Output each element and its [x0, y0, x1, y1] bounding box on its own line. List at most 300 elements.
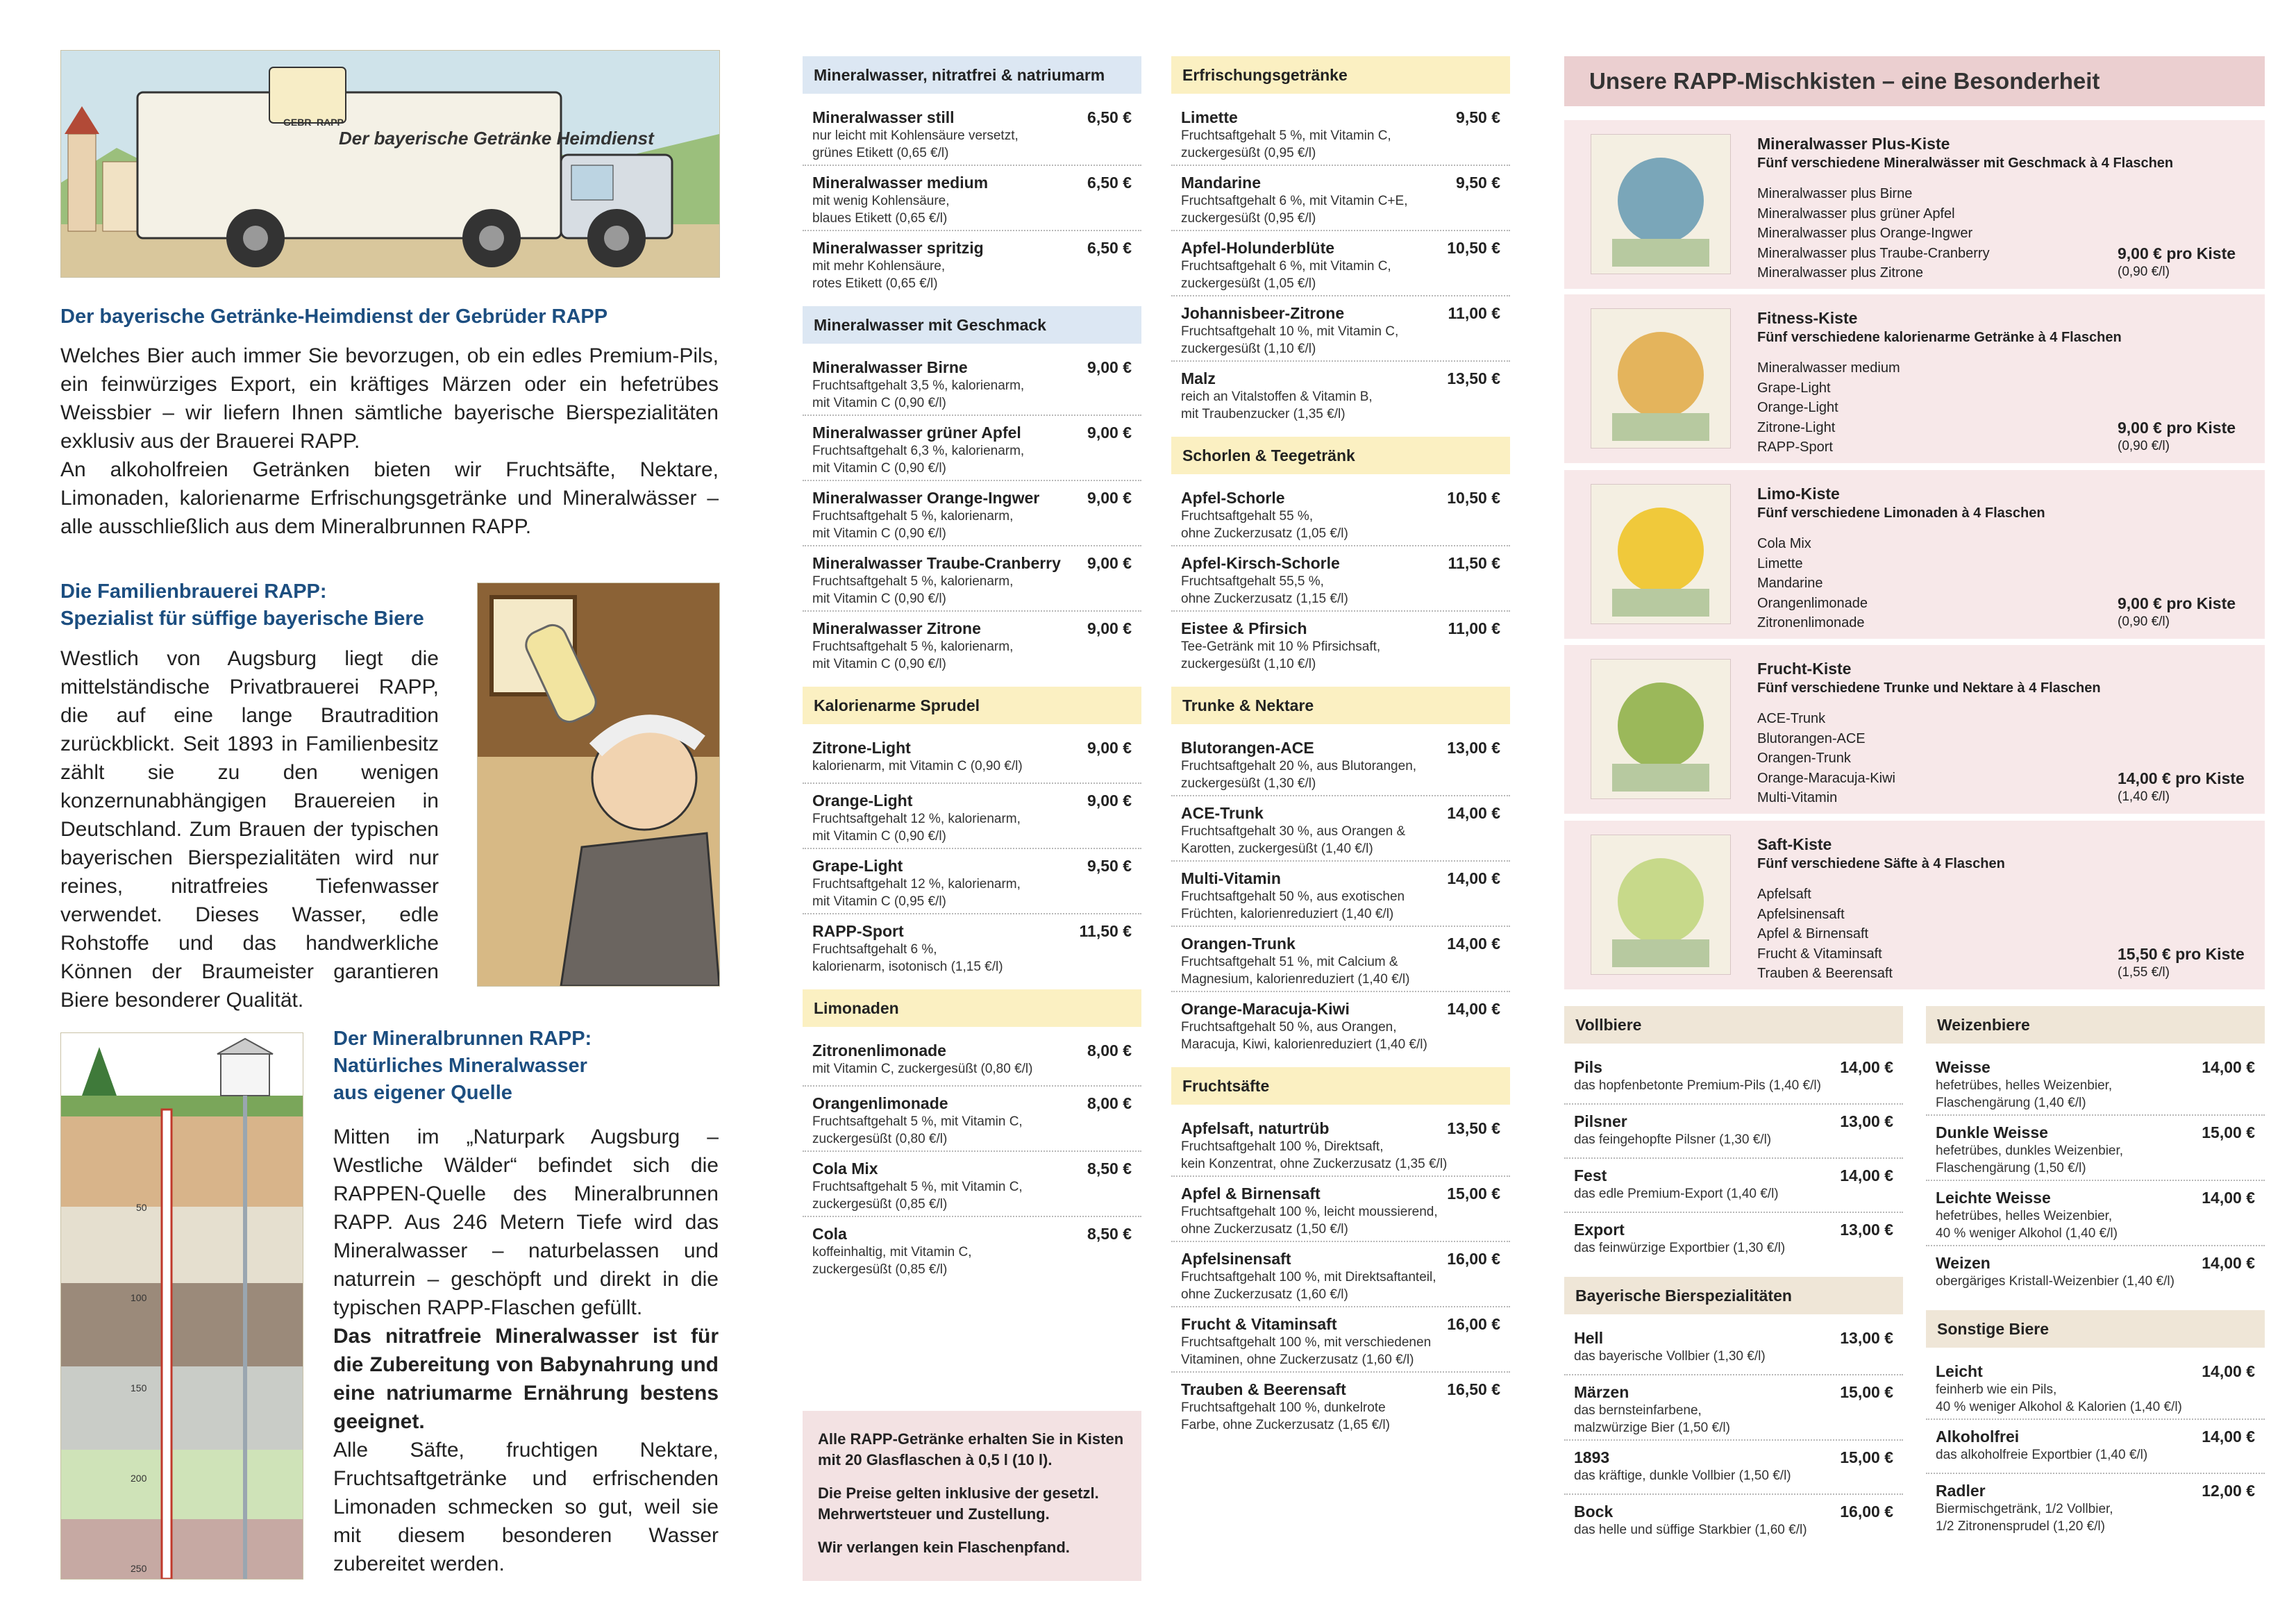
- menu-item-rapp-sport: [803, 914, 1141, 980]
- item-description-2: zuckergesüßt (1,30 €/l): [1181, 776, 1316, 791]
- mix-box-title: Fitness-Kiste: [1757, 309, 1858, 327]
- item-description-1: hefetrübes, helles Weizenbier,: [1936, 1078, 2113, 1093]
- item-description-1: Fruchtsaftgehalt 6,3 %, kalorienarm,: [812, 444, 1025, 458]
- item-name: Trauben & Beerensaft: [1181, 1380, 1346, 1398]
- item-description-1: das feingehopfte Pilsner (1,30 €/l): [1574, 1132, 1772, 1147]
- item-description-1: Fruchtsaftgehalt 5 %, kalorienarm,: [812, 639, 1014, 654]
- mix-box-illustration: [1591, 835, 1731, 975]
- item-price: 14,00 €: [2202, 1362, 2255, 1380]
- item-price: 10,50 €: [1447, 489, 1500, 507]
- intro-paragraph-2: An alkoholfreien Getränken bieten wir Fruchtsäfte, Nektare, Limonaden, kalorienarme Erfrischungsgetränke und Mineralwässer – alle ausschließlich aus dem Mineralbrunnen RAPP.: [60, 458, 719, 538]
- truck-illustration: [60, 50, 720, 278]
- section-heading: Limonaden: [803, 989, 1141, 1027]
- item-name: Orangen-Trunk: [1181, 935, 1296, 953]
- note-line-1: Alle RAPP-Getränke erhalten Sie in Kisten mit 20 Glasflaschen à 0,5 l (10 l).: [818, 1430, 1124, 1468]
- item-description-1: das hopfenbetonte Premium-Pils (1,40 €/l): [1574, 1078, 1821, 1093]
- item-price: 13,50 €: [1447, 369, 1500, 387]
- item-description-2: Magnesium, kalorienreduziert (1,40 €/l): [1181, 972, 1410, 987]
- item-price: 14,00 €: [1840, 1058, 1893, 1076]
- menu-item-mineralwasser-birne: [803, 351, 1141, 416]
- mix-box-title: Saft-Kiste: [1757, 835, 1832, 853]
- item-price: 11,00 €: [1448, 304, 1500, 322]
- section-bayerische-bierspezialitaten: [1564, 1277, 1903, 1549]
- mix-line: Trauben & Beerensaft: [1757, 966, 1893, 981]
- menu-item-bock: [1564, 1495, 1903, 1549]
- item-description-2: mit Vitamin C (0,90 €/l): [812, 657, 946, 671]
- menu-item-mineralwasser-orange-ingwer: [803, 481, 1141, 546]
- section-mineralwasser-mit-geschmack: [803, 306, 1141, 677]
- menu-item-fest: [1564, 1159, 1903, 1213]
- menu-item-grape-light: [803, 849, 1141, 914]
- note-line-3: Wir verlangen kein Flaschenpfand.: [818, 1539, 1070, 1556]
- menu-item-radler: [1926, 1474, 2265, 1539]
- item-description-1: Fruchtsaftgehalt 5 %, mit Vitamin C,: [812, 1114, 1023, 1129]
- section-schorlen-teegetrank: [1171, 437, 1510, 677]
- item-description-1: Fruchtsaftgehalt 55 %,: [1181, 509, 1314, 524]
- mix-box-contents: [1757, 709, 1895, 808]
- item-price: 15,00 €: [1840, 1383, 1893, 1401]
- item-description-1: das helle und süffige Starkbier (1,60 €/l): [1574, 1523, 1807, 1537]
- mix-box-price-per-liter: (1,40 €/l): [2118, 789, 2170, 804]
- item-description-1: Fruchtsaftgehalt 100 %, mit Direktsaftanteil,: [1181, 1270, 1436, 1284]
- item-description-2: ohne Zuckerzusatz (1,50 €/l): [1181, 1222, 1348, 1237]
- mineral-paragraph-1: Mitten im „Naturpark Augsburg – Westliche Wälder“ befindet sich die RAPPEN-Quelle des Mineralbrunnen RAPP. Aus 246 Metern Tiefe wird das Mineralwasser – naturbelassen und naturrein – geschöpft und direkt in die typischen RAPP-Flaschen gefüllt.: [333, 1125, 719, 1319]
- mix-box-frucht-kiste: [1564, 645, 2265, 814]
- item-description-1: mit Vitamin C, zuckergesüßt (0,80 €/l): [812, 1062, 1033, 1076]
- note-line-2: Die Preise gelten inklusive der gesetzl. Mehrwertsteuer und Zustellung.: [818, 1484, 1099, 1523]
- item-description-1: das feinwürzige Exportbier (1,30 €/l): [1574, 1241, 1786, 1255]
- mix-line: Apfelsaft: [1757, 887, 1811, 902]
- menu-item-trauben-beerensaft: [1171, 1373, 1510, 1438]
- menu-item-mineralwasser-still: [803, 101, 1141, 166]
- item-description-1: Fruchtsaftgehalt 10 %, mit Vitamin C,: [1181, 324, 1399, 339]
- section-mineralwasser-nitratfrei-natriumarm: [803, 56, 1141, 296]
- item-price: 13,00 €: [1447, 739, 1500, 757]
- item-description-1: Fruchtsaftgehalt 6 %,: [812, 942, 937, 957]
- mix-line: Blutorangen-ACE: [1757, 730, 1866, 746]
- section-erfrischungsgetranke: [1171, 56, 1510, 427]
- item-name: Mineralwasser still: [812, 108, 955, 126]
- item-name: Weizen: [1936, 1254, 1991, 1272]
- item-description-1: mit mehr Kohlensäure,: [812, 259, 946, 274]
- mix-box-illustration: [1591, 308, 1731, 449]
- item-name: Mineralwasser spritzig: [812, 239, 984, 257]
- mix-box-subtitle: Fünf verschiedene Trunke und Nektare à 4 Flaschen: [1757, 680, 2101, 696]
- item-description-2: Flaschengärung (1,50 €/l): [1936, 1161, 2086, 1175]
- item-description-2: zuckergesüßt (0,95 €/l): [1181, 146, 1316, 160]
- item-description-2: rotes Etikett (0,65 €/l): [812, 276, 938, 291]
- item-description-1: das bayerische Vollbier (1,30 €/l): [1574, 1349, 1766, 1364]
- mix-box-contents: [1757, 534, 1868, 633]
- item-description-1: reich an Vitalstoffen & Vitamin B,: [1181, 390, 1373, 404]
- item-description-2: Karotten, zuckergesüßt (1,40 €/l): [1181, 842, 1373, 856]
- menu-item-johannisbeer-zitrone: [1171, 296, 1510, 362]
- menu-item-orange-light: [803, 784, 1141, 849]
- item-description-2: zuckergesüßt (0,95 €/l): [1181, 211, 1316, 226]
- item-name: Hell: [1574, 1329, 1604, 1347]
- item-name: Export: [1574, 1221, 1625, 1239]
- section-heading: Vollbiere: [1564, 1006, 1903, 1044]
- intro-paragraph-1: Welches Bier auch immer Sie bevorzugen, ob ein edles Premium-Pils, ein feinwürziges Export, ein kräftiges Märzen oder ein hefetrübes Weissbier – wir liefern Ihnen sämtliche bayerische Bierspezialitäten exklusiv aus der Brauerei RAPP.: [60, 344, 719, 453]
- delivery-note: [803, 1411, 1141, 1581]
- item-price: 9,00 €: [1087, 358, 1132, 376]
- item-name: Mineralwasser grüner Apfel: [812, 424, 1021, 442]
- item-description-2: mit Vitamin C (0,95 €/l): [812, 894, 946, 909]
- item-price: 14,00 €: [2202, 1428, 2255, 1446]
- item-description-2: Flaschengärung (1,40 €/l): [1936, 1096, 2086, 1110]
- menu-column-drinks-juices: [1171, 56, 1510, 1448]
- depth-label-100: 100: [131, 1292, 147, 1303]
- depth-label-150: 150: [131, 1382, 147, 1393]
- mix-box-subtitle: Fünf verschiedene Mineralwässer mit Geschmack à 4 Flaschen: [1757, 156, 2174, 171]
- item-name: Apfelsaft, naturtrüb: [1181, 1119, 1330, 1137]
- menu-item-zitronenlimonade: [803, 1034, 1141, 1087]
- item-price: 16,50 €: [1447, 1380, 1500, 1398]
- item-name: Bock: [1574, 1502, 1614, 1521]
- item-name: Zitronenlimonade: [812, 1041, 946, 1060]
- mix-line: Mineralwasser plus Traube-Cranberry: [1757, 245, 1990, 261]
- item-price: 13,00 €: [1840, 1329, 1893, 1347]
- mix-line: ACE-Trunk: [1757, 711, 1826, 726]
- mix-line: Multi-Vitamin: [1757, 790, 1838, 805]
- item-price: 13,00 €: [1840, 1221, 1893, 1239]
- item-name: Mineralwasser Zitrone: [812, 619, 981, 637]
- item-description-1: Fruchtsaftgehalt 51 %, mit Calcium &: [1181, 955, 1398, 969]
- item-name: Limette: [1181, 108, 1238, 126]
- item-description-1: Fruchtsaftgehalt 100 %, mit verschiedenen: [1181, 1335, 1432, 1350]
- section-heading: Bayerische Bierspezialitäten: [1564, 1277, 1903, 1314]
- menu-item-weisse: [1926, 1050, 2265, 1116]
- menu-item-leichte-weisse: [1926, 1181, 2265, 1246]
- item-description-2: 40 % weniger Alkohol & Kalorien (1,40 €/l): [1936, 1400, 2182, 1414]
- mix-line: Mineralwasser medium: [1757, 360, 1900, 376]
- mix-box-illustration: [1591, 659, 1731, 799]
- item-name: Multi-Vitamin: [1181, 869, 1281, 887]
- truck-sign-text: Der bayerische Getränke Heimdienst: [339, 128, 654, 149]
- section-heading: Mineralwasser mit Geschmack: [803, 306, 1141, 344]
- item-price: 14,00 €: [1447, 804, 1500, 822]
- mix-box-mineralwasser-plus-kiste: [1564, 120, 2265, 289]
- item-name: Grape-Light: [812, 857, 903, 875]
- item-name: Malz: [1181, 369, 1216, 387]
- item-description-1: Fruchtsaftgehalt 55,5 %,: [1181, 574, 1324, 589]
- family-paragraph: Westlich von Augsburg liegt die mittelständische Privatbrauerei RAPP, die auf eine lange Brautradition zurückblickt. Seit 1893 in Familienbesitz zählt sie zu den wenigen konzernunabhängigen Brauereien in Deutschland. Zum Brauen der typischen bayerischen Bierspezialitäten wird nur reines, nitratfreies Tiefenwasser verwendet. Dieses Wasser, edle Rohstoffe und das handwerkliche Können der Braumeister garantieren Biere besonderer Qualität.: [60, 647, 439, 1012]
- menu-item-multi-vitamin: [1171, 862, 1510, 927]
- item-description-1: Fruchtsaftgehalt 20 %, aus Blutorangen,: [1181, 759, 1417, 773]
- menu-item-cola: [803, 1217, 1141, 1282]
- menu-item-apfel-schorle: [1171, 481, 1510, 546]
- item-name: Mineralwasser medium: [812, 174, 989, 192]
- item-price: 6,50 €: [1087, 239, 1132, 257]
- menu-item-ace-trunk: [1171, 796, 1510, 862]
- menu-item-apfel-kirsch-schorle: [1171, 546, 1510, 612]
- item-description-2: ohne Zuckerzusatz (1,60 €/l): [1181, 1287, 1348, 1302]
- item-price: 13,50 €: [1447, 1119, 1500, 1137]
- mix-line: Apfelsinensaft: [1757, 906, 1845, 922]
- item-price: 9,00 €: [1087, 424, 1132, 442]
- menu-item-export: [1564, 1213, 1903, 1267]
- menu-item-mineralwasser-zitrone: [803, 612, 1141, 677]
- menu-item-leicht: [1926, 1355, 2265, 1420]
- menu-item-orangen-trunk: [1171, 927, 1510, 992]
- item-description-1: Fruchtsaftgehalt 100 %, leicht moussierend,: [1181, 1205, 1438, 1219]
- mix-box-contents: [1757, 358, 1900, 458]
- intro-heading: Der bayerische Getränke-Heimdienst der Gebrüder RAPP: [60, 305, 608, 328]
- item-description-2: 1/2 Zitronensprudel (1,20 €/l): [1936, 1519, 2105, 1534]
- menu-item-apfel-birnensaft: [1171, 1177, 1510, 1242]
- menu-item-orangenlimonade: [803, 1087, 1141, 1152]
- mix-line: Zitronenlimonade: [1757, 615, 1865, 630]
- item-description-2: ohne Zuckerzusatz (1,15 €/l): [1181, 592, 1348, 606]
- section-heading: Weizenbiere: [1926, 1006, 2265, 1044]
- item-description-2: Früchten, kalorienreduziert (1,40 €/l): [1181, 907, 1394, 921]
- mineral-paragraph-3: Alle Säfte, fruchtigen Nektare, Fruchtsaftgetränke und erfrischenden Limonaden schmecken so gut, weil sie mit diesem besonderen Wasser zubereitet werden.: [333, 1439, 719, 1575]
- family-heading-2: Spezialist für süffige bayerische Biere: [60, 608, 424, 630]
- item-description-1: Fruchtsaftgehalt 100 %, Direktsaft,: [1181, 1139, 1384, 1154]
- family-heading-1: Die Familienbrauerei RAPP:: [60, 580, 327, 603]
- mix-box-saft-kiste: [1564, 821, 2265, 989]
- item-price: 9,00 €: [1087, 792, 1132, 810]
- item-price: 9,00 €: [1087, 619, 1132, 637]
- item-name: Orange-Light: [812, 792, 913, 810]
- logo-right-text: RAPP: [317, 117, 344, 128]
- mix-line: Mandarine: [1757, 576, 1823, 591]
- depth-label-200: 200: [131, 1473, 147, 1484]
- item-price: 14,00 €: [1447, 935, 1500, 953]
- item-name: Apfelsinensaft: [1181, 1250, 1291, 1268]
- menu-item-malz: [1171, 362, 1510, 427]
- item-description-2: mit Vitamin C (0,90 €/l): [812, 396, 946, 410]
- mix-line: Grape-Light: [1757, 380, 1831, 396]
- item-description-1: Fruchtsaftgehalt 3,5 %, kalorienarm,: [812, 378, 1025, 393]
- mix-line: Limette: [1757, 555, 1803, 571]
- menu-item-frucht-vitaminsaft: [1171, 1307, 1510, 1373]
- item-description-1: feinherb wie ein Pils,: [1936, 1382, 2057, 1397]
- item-price: 9,50 €: [1456, 174, 1500, 192]
- item-price: 9,00 €: [1087, 489, 1132, 507]
- item-name: Mineralwasser Traube-Cranberry: [812, 554, 1061, 572]
- mix-box-illustration: [1591, 134, 1731, 274]
- item-price: 8,50 €: [1087, 1225, 1132, 1243]
- depth-label-50: 50: [136, 1202, 147, 1213]
- mix-box-subtitle: Fünf verschiedene Limonaden à 4 Flaschen: [1757, 505, 2045, 521]
- item-description-1: Fruchtsaftgehalt 12 %, kalorienarm,: [812, 877, 1021, 891]
- item-description-1: das kräftige, dunkle Vollbier (1,50 €/l): [1574, 1468, 1791, 1483]
- item-description-1: Fruchtsaftgehalt 5 %, kalorienarm,: [812, 574, 1014, 589]
- menu-item-pilsner: [1564, 1105, 1903, 1159]
- item-price: 11,50 €: [1448, 554, 1500, 572]
- item-name: Mineralwasser Birne: [812, 358, 968, 376]
- menu-column-mineral-limo: [803, 56, 1141, 1292]
- item-name: Märzen: [1574, 1383, 1629, 1401]
- section-limonaden: [803, 989, 1141, 1282]
- item-description-1: hefetrübes, dunkles Weizenbier,: [1936, 1144, 2124, 1158]
- section-weizenbiere: [1926, 1006, 2265, 1300]
- item-description-1: Fruchtsaftgehalt 30 %, aus Orangen &: [1181, 824, 1406, 839]
- mix-box-subtitle: Fünf verschiedene Säfte à 4 Flaschen: [1757, 856, 2005, 871]
- item-description-1: Fruchtsaftgehalt 5 %, kalorienarm,: [812, 509, 1014, 524]
- item-price: 10,50 €: [1447, 239, 1500, 257]
- item-name: Pils: [1574, 1058, 1602, 1076]
- item-name: Radler: [1936, 1482, 1986, 1500]
- menu-item-weizen: [1926, 1246, 2265, 1300]
- item-name: Apfel-Holunderblüte: [1181, 239, 1335, 257]
- menu-item-hell: [1564, 1321, 1903, 1375]
- menu-item-alkoholfrei: [1926, 1420, 2265, 1474]
- section-vollbiere: [1564, 1006, 1903, 1267]
- item-price: 14,00 €: [1447, 869, 1500, 887]
- menu-item-limette: [1171, 101, 1510, 166]
- item-name: Apfel & Birnensaft: [1181, 1184, 1321, 1203]
- item-name: Dunkle Weisse: [1936, 1123, 2048, 1141]
- item-price: 11,00 €: [1448, 619, 1500, 637]
- item-name: Alkoholfrei: [1936, 1428, 2020, 1446]
- item-price: 8,00 €: [1087, 1094, 1132, 1112]
- item-description-1: obergäriges Kristall-Weizenbier (1,40 €/l): [1936, 1274, 2175, 1289]
- menu-item-apfelsaft-naturtrub: [1171, 1112, 1510, 1177]
- menu-item-pils: [1564, 1050, 1903, 1105]
- mix-box-price: 9,00 € pro Kiste: [2118, 594, 2236, 612]
- menu-item-apfel-holunderblute: [1171, 231, 1510, 296]
- item-name: Zitrone-Light: [812, 739, 911, 757]
- menu-item-mineralwasser-gruner-apfel: [803, 416, 1141, 481]
- beer-column-left: [1564, 1006, 1903, 1559]
- section-fruchtsafte: [1171, 1067, 1510, 1438]
- item-price: 9,50 €: [1087, 857, 1132, 875]
- item-description-2: zuckergesüßt (0,85 €/l): [812, 1197, 948, 1212]
- item-description-2: mit Vitamin C (0,90 €/l): [812, 526, 946, 541]
- mix-line: Mineralwasser plus Orange-Ingwer: [1757, 226, 1973, 241]
- item-name: Eistee & Pfirsich: [1181, 619, 1307, 637]
- mix-box-fitness-kiste: [1564, 294, 2265, 463]
- item-description-2: Vitaminen, ohne Zuckerzusatz (1,60 €/l): [1181, 1353, 1414, 1367]
- mix-line: Orangen-Trunk: [1757, 751, 1851, 766]
- item-name: ACE-Trunk: [1181, 804, 1264, 822]
- item-description-1: Fruchtsaftgehalt 12 %, kalorienarm,: [812, 812, 1021, 826]
- mix-box-price: 15,50 € pro Kiste: [2118, 945, 2245, 963]
- item-description-1: Fruchtsaftgehalt 6 %, mit Vitamin C+E,: [1181, 194, 1408, 208]
- mineral-heading-3: aus eigener Quelle: [333, 1082, 512, 1104]
- item-description-1: das edle Premium-Export (1,40 €/l): [1574, 1187, 1779, 1201]
- mineral-heading-2: Natürliches Mineralwasser: [333, 1055, 587, 1077]
- item-name: Fest: [1574, 1166, 1607, 1184]
- item-name: Mandarine: [1181, 174, 1262, 192]
- mix-line: Cola Mix: [1757, 536, 1811, 551]
- item-description-1: Fruchtsaftgehalt 50 %, aus exotischen: [1181, 889, 1405, 904]
- item-price: 9,00 €: [1087, 739, 1132, 757]
- section-heading: Mineralwasser, nitratfrei & natriumarm: [803, 56, 1141, 94]
- item-price: 6,50 €: [1087, 108, 1132, 126]
- item-description-2: mit Vitamin C (0,90 €/l): [812, 461, 946, 476]
- mix-box-contents: [1757, 184, 1990, 283]
- item-description-1: koffeinhaltig, mit Vitamin C,: [812, 1245, 972, 1259]
- item-description-2: kalorienarm, isotonisch (1,15 €/l): [812, 960, 1003, 974]
- mix-box-title: Frucht-Kiste: [1757, 660, 1852, 678]
- item-description-1: Fruchtsaftgehalt 5 %, mit Vitamin C,: [1181, 128, 1391, 143]
- item-name: Pilsner: [1574, 1112, 1627, 1130]
- menu-item-cola-mix: [803, 1152, 1141, 1217]
- menu-item-apfelsinensaft: [1171, 1242, 1510, 1307]
- item-price: 15,00 €: [1840, 1448, 1893, 1466]
- mix-line: Frucht & Vitaminsaft: [1757, 946, 1882, 962]
- mix-box-price: 9,00 € pro Kiste: [2118, 244, 2236, 262]
- item-description-1: das alkoholfreie Exportbier (1,40 €/l): [1936, 1448, 2148, 1462]
- item-description-2: zuckergesüßt (1,10 €/l): [1181, 342, 1316, 356]
- mix-box-title: Mineralwasser Plus-Kiste: [1757, 135, 1950, 153]
- item-name: Frucht & Vitaminsaft: [1181, 1315, 1337, 1333]
- item-price: 16,00 €: [1840, 1502, 1893, 1521]
- mix-box-price-per-liter: (0,90 €/l): [2118, 614, 2170, 629]
- logo-left-text: GEBR: [283, 117, 312, 128]
- item-description-2: Farbe, ohne Zuckerzusatz (1,65 €/l): [1181, 1418, 1390, 1432]
- menu-item-mandarine: [1171, 166, 1510, 231]
- beer-column-right: [1926, 1006, 2265, 1549]
- item-description-1: Fruchtsaftgehalt 5 %, mit Vitamin C,: [812, 1180, 1023, 1194]
- item-price: 9,00 €: [1087, 554, 1132, 572]
- menu-item-marzen: [1564, 1375, 1903, 1441]
- section-heading: Schorlen & Teegetränk: [1171, 437, 1510, 474]
- mix-line: Orangenlimonade: [1757, 595, 1868, 611]
- section-heading: Sonstige Biere: [1926, 1310, 2265, 1348]
- section-heading: Fruchtsäfte: [1171, 1067, 1510, 1105]
- item-description-2: grünes Etikett (0,65 €/l): [812, 146, 949, 160]
- item-description-1: Fruchtsaftgehalt 50 %, aus Orangen,: [1181, 1020, 1397, 1035]
- item-price: 6,50 €: [1087, 174, 1132, 192]
- item-price: 14,00 €: [2202, 1189, 2255, 1207]
- mineral-paragraph-2: Das nitratfreie Mineralwasser ist für die Zubereitung von Babynahrung und eine natriumarme Ernährung bestens geeignet.: [333, 1325, 719, 1433]
- item-description-1: Biermischgetränk, 1/2 Vollbier,: [1936, 1502, 2113, 1516]
- item-description-1: Tee-Getränk mit 10 % Pfirsichsaft,: [1181, 639, 1381, 654]
- item-description-2: zuckergesüßt (0,85 €/l): [812, 1262, 948, 1277]
- section-heading: Trunke & Nektare: [1171, 687, 1510, 724]
- menu-item-dunkle-weisse: [1926, 1116, 2265, 1181]
- item-price: 16,00 €: [1447, 1315, 1500, 1333]
- item-price: 14,00 €: [2202, 1058, 2255, 1076]
- item-name: Apfel-Kirsch-Schorle: [1181, 554, 1340, 572]
- item-description-2: Maracuja, Kiwi, kalorienreduziert (1,40 €/l): [1181, 1037, 1427, 1052]
- item-name: RAPP-Sport: [812, 922, 904, 940]
- item-name: Leicht: [1936, 1362, 1983, 1380]
- menu-item-mineralwasser-traube-cranberry: [803, 546, 1141, 612]
- section-heading: Erfrischungsgetränke: [1171, 56, 1510, 94]
- mix-line: Mineralwasser plus grüner Apfel: [1757, 206, 1955, 221]
- mineral-heading-1: Der Mineralbrunnen RAPP:: [333, 1028, 592, 1050]
- item-description-1: nur leicht mit Kohlensäure versetzt,: [812, 128, 1019, 143]
- item-description-2: blaues Etikett (0,65 €/l): [812, 211, 948, 226]
- item-price: 14,00 €: [1840, 1166, 1893, 1184]
- item-description-1: kalorienarm, mit Vitamin C (0,90 €/l): [812, 759, 1023, 773]
- mix-box-price-per-liter: (0,90 €/l): [2118, 265, 2170, 279]
- item-description-2: zuckergesüßt (0,80 €/l): [812, 1132, 948, 1146]
- mix-title: Unsere RAPP-Mischkisten – eine Besonderheit: [1564, 56, 2265, 106]
- item-price: 13,00 €: [1840, 1112, 1893, 1130]
- item-description-1: mit wenig Kohlensäure,: [812, 194, 950, 208]
- mix-box-price: 9,00 € pro Kiste: [2118, 419, 2236, 437]
- menu-item-mineralwasser-spritzig: [803, 231, 1141, 296]
- item-description-2: mit Vitamin C (0,90 €/l): [812, 592, 946, 606]
- item-name: Weisse: [1936, 1058, 1991, 1076]
- section-heading: Kalorienarme Sprudel: [803, 687, 1141, 724]
- item-description-2: zuckergesüßt (1,10 €/l): [1181, 657, 1316, 671]
- item-price: 9,50 €: [1456, 108, 1500, 126]
- mix-line: Apfel & Birnensaft: [1757, 926, 1869, 941]
- item-price: 14,00 €: [1447, 1000, 1500, 1018]
- item-name: Mineralwasser Orange-Ingwer: [812, 489, 1040, 507]
- menu-item-eistee-pfirsich: [1171, 612, 1510, 677]
- mix-line: Zitrone-Light: [1757, 419, 1836, 435]
- menu-item-mineralwasser-medium: [803, 166, 1141, 231]
- item-name: Orange-Maracuja-Kiwi: [1181, 1000, 1350, 1018]
